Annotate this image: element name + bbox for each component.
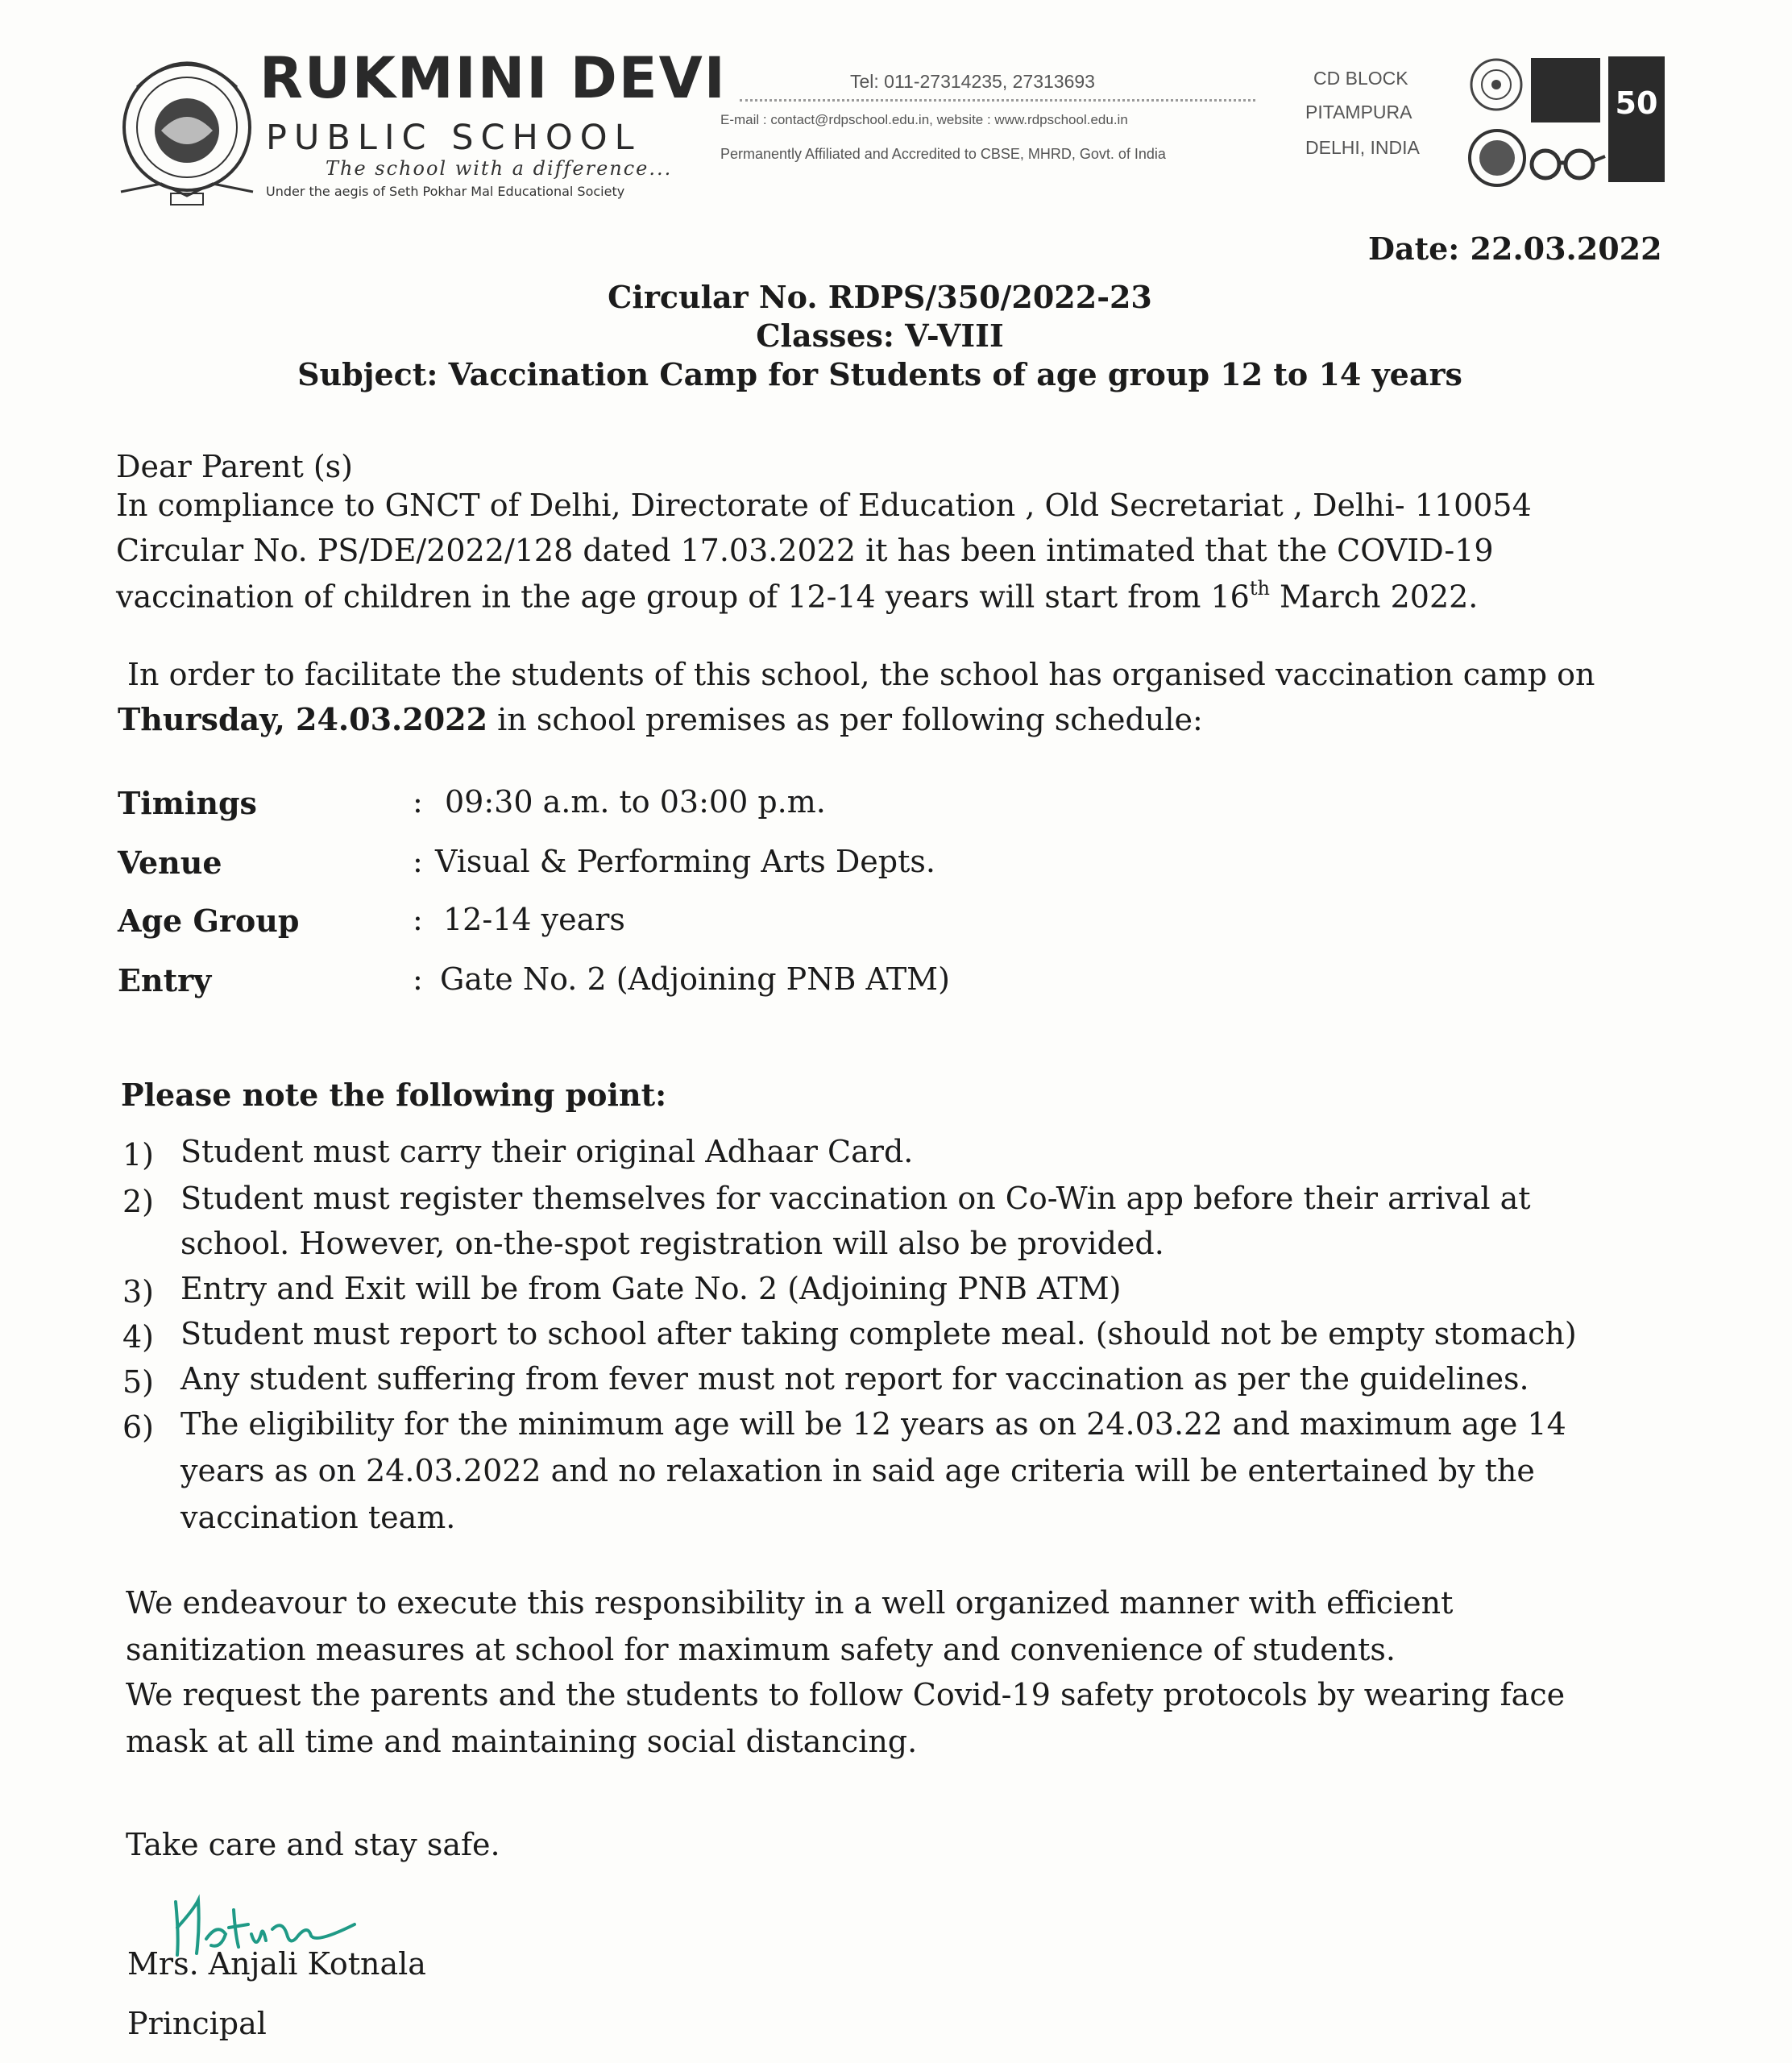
schedule-colon: : <box>413 844 423 879</box>
note-1-line-1: Student must carry their original Adhaar Card. <box>180 1134 914 1169</box>
intro-line-3 <box>116 577 1479 615</box>
intro-line-2: Circular No. PS/DE/2022/128 dated 17.03.2022 it has been intimated that the COVID-19 <box>116 533 1494 568</box>
facilitate-line-2 <box>118 701 1203 737</box>
circular-number: Circular No. RDPS/350/2022-23 <box>608 279 1152 315</box>
schedule-value-venue: Visual & Performing Arts Depts. <box>435 844 935 879</box>
intro-line-3-sup: th <box>1249 577 1270 600</box>
subject-label: Subject: <box>297 356 438 392</box>
school-affiliation: Permanently Affiliated and Accredited to CBSE, MHRD, Govt. of India <box>720 146 1166 162</box>
facilitate-line-1: In order to facilitate the students of this school, the school has organised vaccination camp on <box>127 657 1595 692</box>
schedule-value-entry: Gate No. 2 (Adjoining PNB ATM) <box>440 961 950 997</box>
take-care: Take care and stay safe. <box>126 1827 500 1862</box>
note-6-line-1: The eligibility for the minimum age will be 12 years as on 24.03.22 and maximum age 14 <box>180 1406 1566 1442</box>
salutation: Dear Parent (s) <box>116 449 353 484</box>
closing-line-1: We endeavour to execute this responsibility in a well organized manner with efficient <box>126 1585 1454 1621</box>
note-number: 5) <box>122 1364 155 1400</box>
school-subtitle: PUBLIC SCHOOL <box>266 118 641 158</box>
schedule-value-age-group: 12-14 years <box>443 902 625 937</box>
award-logo-icon <box>1531 58 1600 122</box>
signatory-name: Mrs. Anjali Kotnala <box>127 1946 426 1982</box>
schedule-colon: : <box>413 902 423 937</box>
cbse-logo-icon <box>1468 56 1524 113</box>
note-number: 2) <box>122 1184 155 1219</box>
school-tagline: The school with a difference... <box>326 157 673 180</box>
address-line-1: CD BLOCK <box>1313 68 1408 89</box>
school-telephone: Tel: 011-27314235, 27313693 <box>850 71 1095 92</box>
closing-line-3: We request the parents and the students to follow Covid-19 safety protocols by wearing face <box>126 1677 1566 1712</box>
note-number: 3) <box>122 1274 155 1310</box>
address-line-3: DELHI, INDIA <box>1305 137 1420 158</box>
note-6-line-2: years as on 24.03.2022 and no relaxation in said age criteria will be entertained by the <box>180 1453 1535 1488</box>
schedule-label-venue: Venue <box>118 845 222 881</box>
schedule-label-entry: Entry <box>118 962 212 998</box>
address-line-2: PITAMPURA <box>1305 102 1412 122</box>
closing-line-4: mask at all time and maintaining social distancing. <box>126 1724 918 1759</box>
circular-subject <box>0 356 1776 392</box>
note-6-line-3: vaccination team. <box>180 1500 456 1535</box>
note-number: 1) <box>122 1137 155 1173</box>
schedule-value-timings: 09:30 a.m. to 03:00 p.m. <box>445 784 826 820</box>
note-2-line-1: Student must register themselves for vaccination on Co-Win app before their arrival at <box>180 1181 1531 1216</box>
circular-classes: Classes: V-VIII <box>756 318 1004 354</box>
intro-line-3-text: vaccination of children in the age group of 12-14 years will start from 16 <box>116 579 1250 615</box>
swachh-bharat-logo-icon <box>1466 126 1607 190</box>
intro-line-1: In compliance to GNCT of Delhi, Directorate of Education , Old Secretariat , Delhi- 110054 <box>116 488 1532 523</box>
top-50-schools-badge <box>1608 56 1665 182</box>
circular-date: Date: 22.03.2022 <box>1368 230 1662 267</box>
schedule-label-age-group: Age Group <box>118 903 300 939</box>
note-3-line-1: Entry and Exit will be from Gate No. 2 (Adjoining PNB ATM) <box>180 1271 1122 1306</box>
school-name: RUKMINI DEVI <box>259 45 727 111</box>
camp-date: Thursday, 24.03.2022 <box>118 701 488 737</box>
schedule-colon: : <box>413 784 423 820</box>
notes-heading: Please note the following point: <box>121 1077 667 1113</box>
note-4-line-1: Student must report to school after taking complete meal. (should not be empty stomach) <box>180 1316 1577 1351</box>
badge-number: 50 <box>1615 85 1658 121</box>
note-number: 6) <box>122 1409 155 1445</box>
schedule-label-timings: Timings <box>118 785 257 821</box>
note-2-line-2: school. However, on-the-spot registration will also be provided. <box>180 1226 1164 1261</box>
facilitate-line-2-rest: in school premises as per following schedule: <box>487 702 1203 737</box>
note-number: 4) <box>122 1319 155 1355</box>
subject-text: Vaccination Camp for Students of age group 12 to 14 years <box>448 356 1462 392</box>
closing-line-2: sanitization measures at school for maximum safety and convenience of students. <box>126 1632 1396 1667</box>
signatory-designation: Principal <box>127 2006 267 2041</box>
note-5-line-1: Any student suffering from fever must not report for vaccination as per the guidelines. <box>180 1361 1529 1397</box>
intro-line-3-end: March 2022. <box>1269 579 1479 615</box>
school-email: E-mail : contact@rdpschool.edu.in, website : www.rdpschool.edu.in <box>720 112 1128 127</box>
school-aegis: Under the aegis of Seth Pokhar Mal Educational Society <box>266 184 625 199</box>
school-emblem-icon <box>113 47 262 212</box>
schedule-colon: : <box>413 961 423 997</box>
contact-divider <box>740 99 1255 102</box>
